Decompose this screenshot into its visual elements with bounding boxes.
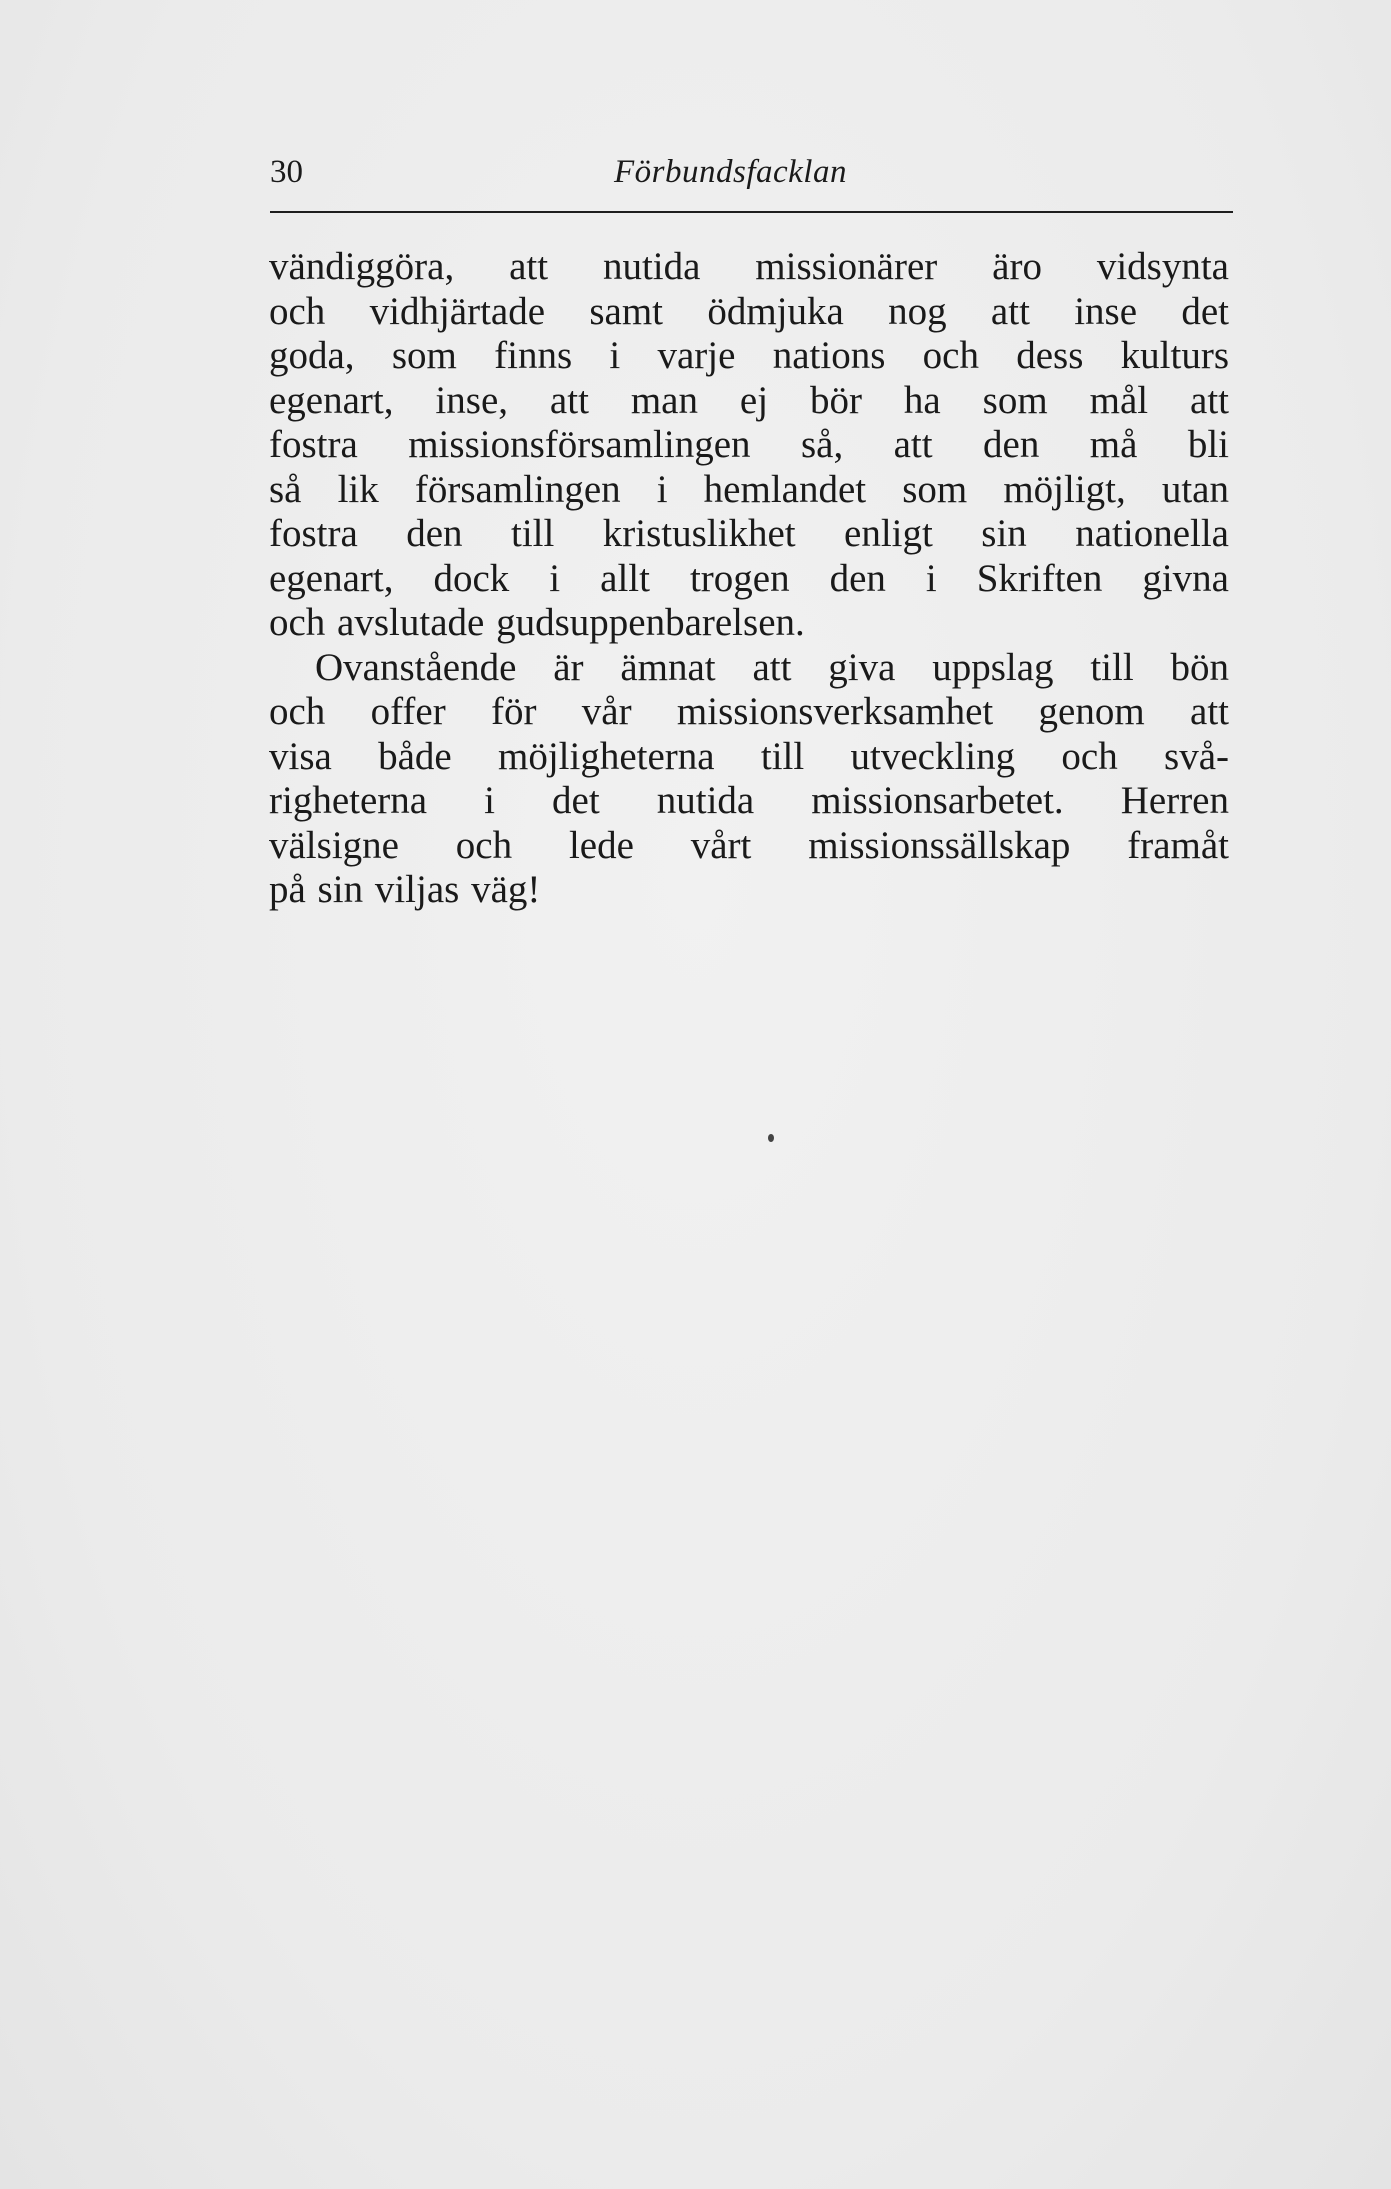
text-line: fostra den till kristuslikhet enligt sin nationella [269, 512, 1229, 555]
running-title: Förbundsfacklan [614, 154, 847, 190]
text-line: välsigne och lede vårt missionssällskap framåt [269, 823, 1229, 867]
text-line: och vidhjärtade samt ödmjuka nog att inse det [269, 289, 1229, 333]
text-line: visa både möjligheterna till utveckling och svå- [269, 734, 1229, 778]
text-line: egenart, dock i allt trogen den i Skriften givna [269, 556, 1229, 600]
text-line: så lik församlingen i hemlandet som möjligt, utan [269, 467, 1229, 511]
text-line: och offer för vår missionsverksamhet genom att [269, 690, 1229, 733]
page-header [270, 150, 1230, 210]
text-line: goda, som finns i varje nations och dess kulturs [269, 334, 1229, 377]
paragraph-start-line: Ovanstående är ämnat att giva uppslag till bön [315, 645, 1229, 689]
text-line: vändiggöra, att nutida missionärer äro vidsynta [269, 245, 1229, 288]
paragraph-end-line: och avslutade gudsuppenbarelsen. [269, 601, 805, 644]
ink-speck [768, 1134, 774, 1142]
page-number: 30 [270, 154, 303, 190]
header-rule [270, 211, 1233, 213]
text-line: fostra missionsförsamlingen så, att den må bli [269, 423, 1229, 466]
text-line: righeterna i det nutida missionsarbetet. Herren [269, 779, 1229, 822]
paragraph-end-line: på sin viljas väg! [269, 868, 541, 911]
text-line: egenart, inse, att man ej bör ha som mål att [269, 378, 1229, 422]
body-text [269, 245, 1229, 913]
